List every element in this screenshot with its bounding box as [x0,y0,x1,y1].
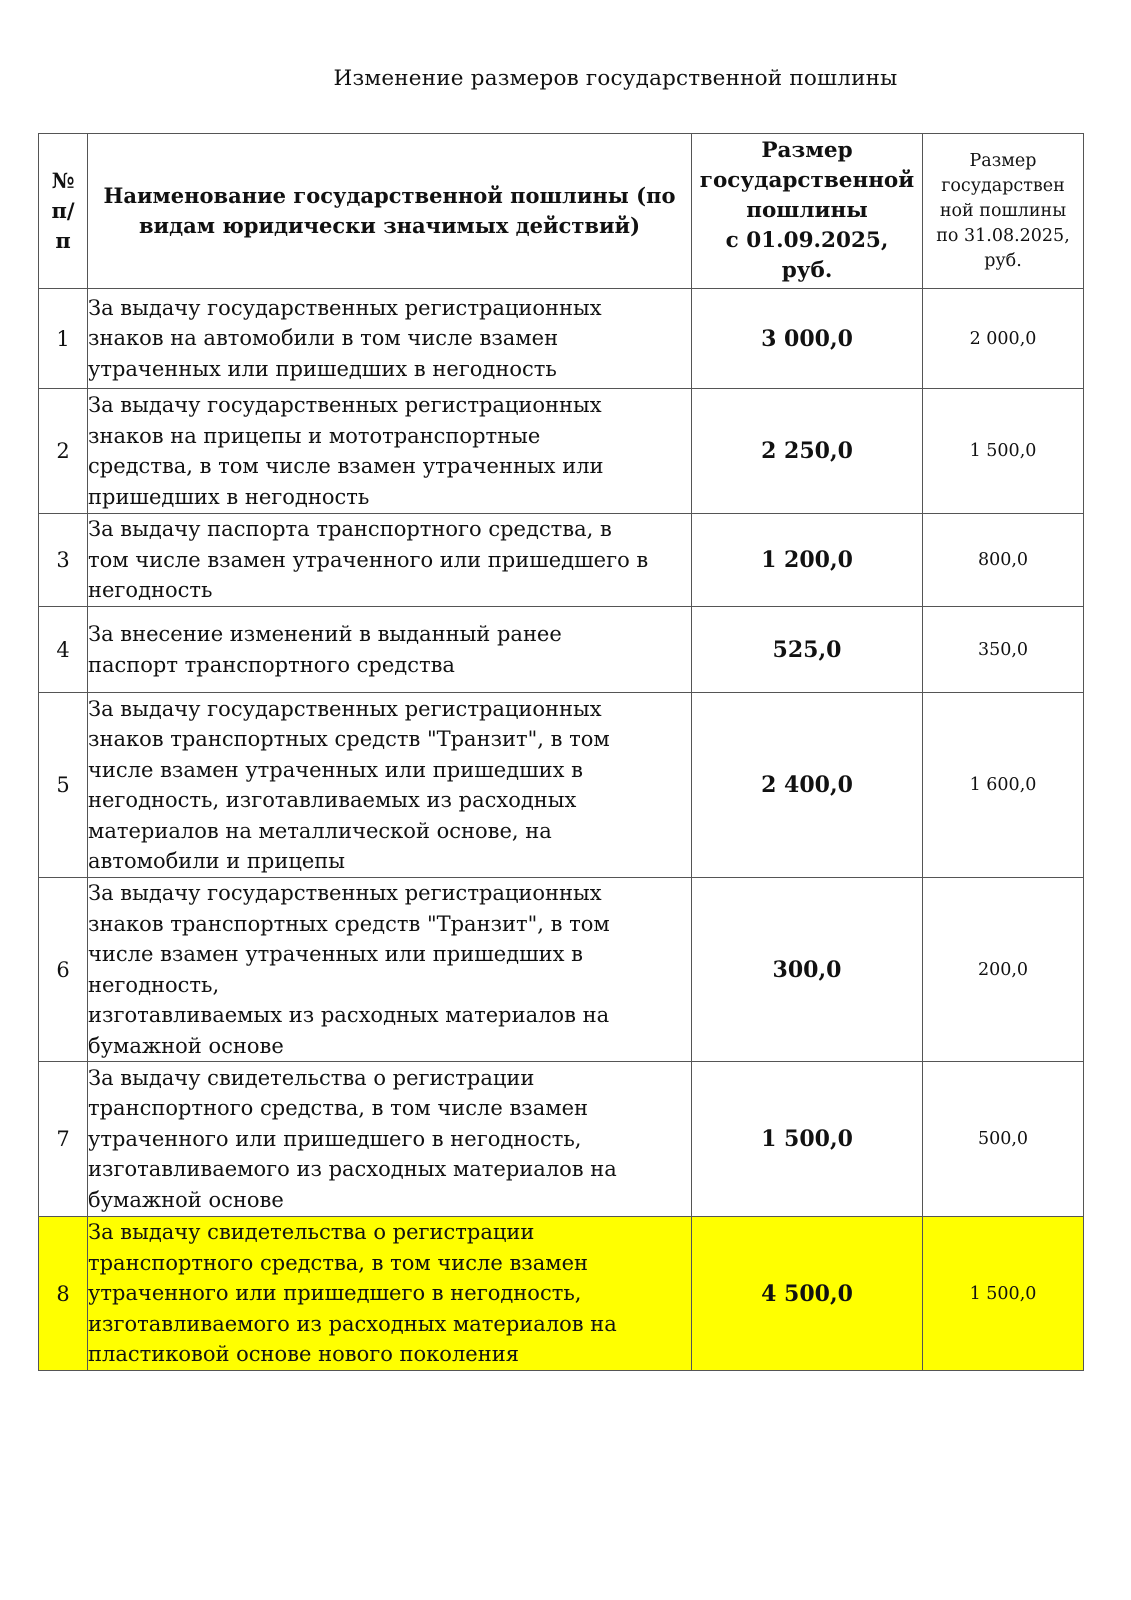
fee-old-amount: 1 600,0 [923,693,1084,878]
fee-new-amount: 3 000,0 [692,289,923,389]
fee-new-amount: 1 500,0 [692,1062,923,1217]
page-title: Изменение размеров государственной пошлины [333,66,898,91]
table-row [39,1217,1084,1371]
row-number: 4 [39,607,88,693]
header-fee-old: Размер государствен ной пошлины по 31.08.2025, руб. [923,134,1084,289]
row-number: 2 [39,389,88,514]
table-header-row [39,134,1084,289]
fee-old-amount: 800,0 [923,514,1084,607]
fee-old-amount: 1 500,0 [923,1217,1084,1371]
fee-name: За выдачу свидетельства о регистрации транспортного средства, в том числе взамен утраченного или пришедшего в негодность, изготавливаемого из расходных материалов на пластиковой основе нового поколения [88,1217,692,1371]
table-row [39,1062,1084,1217]
header-number: № п/ п [39,134,88,289]
fee-old-amount: 350,0 [923,607,1084,693]
fee-name: За выдачу государственных регистрационных знаков транспортных средств "Транзит", в том числе взамен утраченных или пришедших в негодность, изготавливаемых из расходных материалов на бумажной основе [88,878,692,1062]
row-number: 6 [39,878,88,1062]
fee-old-amount: 200,0 [923,878,1084,1062]
fee-table [38,133,1084,1371]
row-number: 8 [39,1217,88,1371]
fee-name: За выдачу свидетельства о регистрации транспортного средства, в том числе взамен утраченного или пришедшего в негодность, изготавливаемого из расходных материалов на бумажной основе [88,1062,692,1217]
table-row [39,878,1084,1062]
table-body [39,289,1084,1371]
row-number: 1 [39,289,88,389]
fee-name: За внесение изменений в выданный ранее паспорт транспортного средства [88,607,692,693]
fee-new-amount: 1 200,0 [692,514,923,607]
header-fee-name: Наименование государственной пошлины (по видам юридически значимых действий) [88,134,692,289]
fee-name: За выдачу государственных регистрационных знаков на прицепы и мототранспортные средства, в том числе взамен утраченных или пришедших в негодность [88,389,692,514]
fee-name: За выдачу государственных регистрационных знаков транспортных средств "Транзит", в том числе взамен утраченных или пришедших в негодность, изготавливаемых из расходных материалов на металлической основе, на автомобили и прицепы [88,693,692,878]
table-row [39,607,1084,693]
fee-name: За выдачу государственных регистрационных знаков на автомобили в том числе взамен утраченных или пришедших в негодность [88,289,692,389]
table-row [39,289,1084,389]
row-number: 3 [39,514,88,607]
fee-new-amount: 4 500,0 [692,1217,923,1371]
fee-new-amount: 300,0 [692,878,923,1062]
fee-new-amount: 2 250,0 [692,389,923,514]
fee-new-amount: 525,0 [692,607,923,693]
row-number: 7 [39,1062,88,1217]
table-row [39,514,1084,607]
fee-name: За выдачу паспорта транспортного средства, в том числе взамен утраченного или пришедшего в негодность [88,514,692,607]
row-number: 5 [39,693,88,878]
table-row [39,693,1084,878]
fee-old-amount: 500,0 [923,1062,1084,1217]
header-fee-new: Размер государственной пошлины с 01.09.2025, руб. [692,134,923,289]
fee-new-amount: 2 400,0 [692,693,923,878]
table-row [39,389,1084,514]
fee-old-amount: 1 500,0 [923,389,1084,514]
fee-old-amount: 2 000,0 [923,289,1084,389]
